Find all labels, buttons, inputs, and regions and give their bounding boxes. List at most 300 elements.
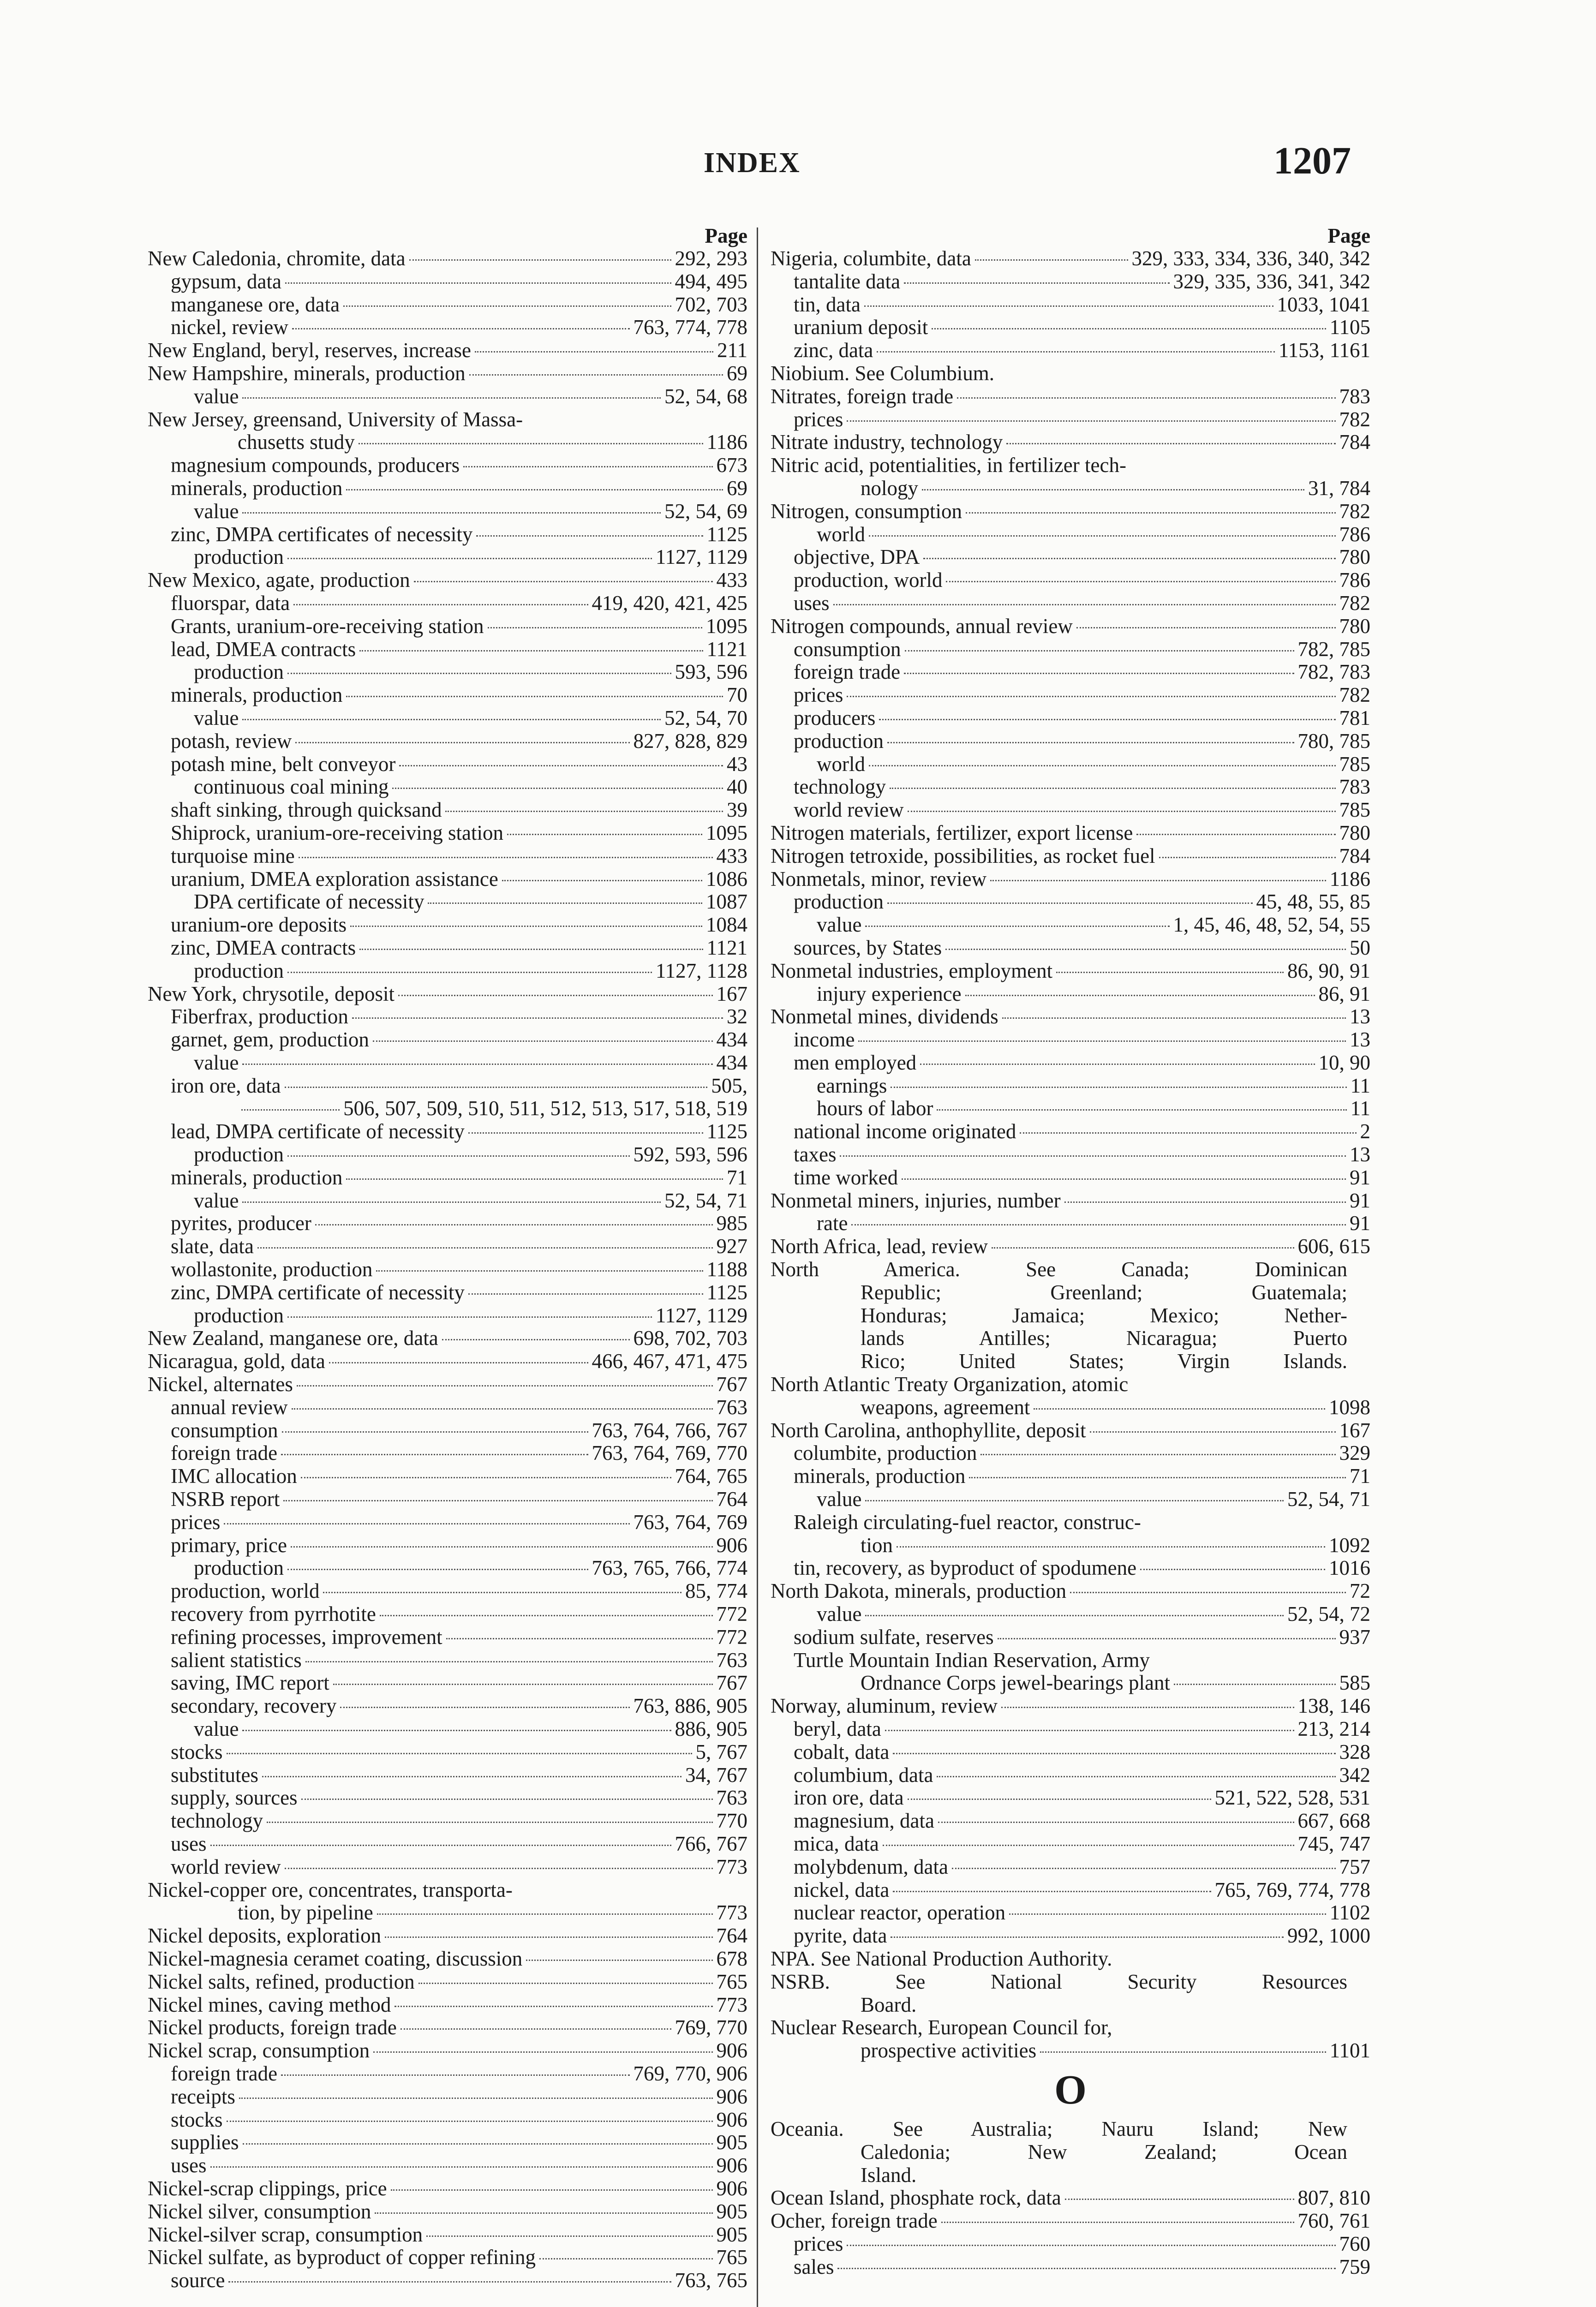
entry-term: garnet, gem, production [171, 1028, 369, 1052]
dot-leader [292, 328, 630, 329]
entry-term: gypsum, data [171, 269, 281, 293]
entry-term: Nonmetal mines, dividends [771, 1005, 998, 1028]
index-entry [771, 2256, 1370, 2279]
index-entry [148, 339, 747, 362]
index-entry [148, 1718, 747, 1741]
index-entry [148, 1695, 747, 1718]
page-reference: 763 [716, 1648, 747, 1672]
entry-term: zinc, DMPA certificate of necessity [171, 1280, 465, 1304]
index-entry [148, 2131, 747, 2154]
page-reference: 780 [1339, 821, 1370, 844]
dot-leader [281, 1454, 588, 1455]
dot-leader [869, 765, 1336, 766]
entry-term: Ocher, foreign trade [771, 2209, 938, 2233]
page-reference: 763 [716, 1395, 747, 1419]
dot-leader [343, 305, 671, 307]
entry-term: Nickel-silver scrap, consumption [148, 2223, 423, 2246]
index-entry [771, 1052, 1370, 1075]
dot-leader [377, 1913, 713, 1915]
index-entries-right [771, 247, 1370, 2062]
index-entry [771, 891, 1370, 914]
entry-term: minerals, production [171, 476, 343, 500]
entry-term: IMC allocation [171, 1464, 297, 1488]
entry-term: salient statistics [171, 1648, 302, 1672]
page-reference: 1121 [706, 637, 747, 661]
page-reference: 780 [1339, 614, 1370, 638]
page-reference: 2 [1360, 1120, 1370, 1143]
index-entry [148, 638, 747, 661]
page-reference: 763, 774, 778 [633, 316, 747, 339]
dot-leader [287, 1155, 630, 1157]
index-entry [771, 592, 1370, 615]
index-entry [771, 776, 1370, 799]
page-reference: 763, 765, 766, 774 [592, 1556, 747, 1580]
entry-term: substitutes [171, 1763, 259, 1787]
dot-leader [267, 1822, 713, 1823]
page-reference: 11 [1350, 1074, 1370, 1097]
page-reference: 765 [716, 1970, 747, 1993]
dot-leader [414, 581, 713, 582]
index-entry [771, 408, 1370, 431]
index-entry [771, 477, 1370, 500]
page-reference: 763, 764, 769 [633, 1510, 747, 1534]
entry-term: Nuclear Research, European Council for, [771, 2016, 1112, 2039]
entry-term: weapons, agreement [861, 1395, 1030, 1419]
index-entry [771, 868, 1370, 891]
dot-leader [380, 1615, 713, 1616]
entry-term: zinc, data [794, 339, 873, 362]
dot-leader [1070, 1592, 1346, 1593]
page-reference: 767 [716, 1373, 747, 1396]
page-reference: 1033, 1041 [1277, 293, 1370, 316]
index-entry [148, 1948, 747, 1971]
page-reference: 757 [1339, 1855, 1370, 1878]
entry-term: production [794, 729, 884, 753]
index-entry [771, 1075, 1370, 1098]
entry-term: potash mine, belt conveyor [171, 752, 396, 776]
index-entry [771, 1948, 1370, 1971]
entry-term: Nickel-scrap clippings, price [148, 2176, 387, 2200]
entry-term: Honduras; Jamaica; Mexico; Nether- [861, 1303, 1347, 1327]
index-entry [148, 1143, 747, 1166]
entry-term: nickel, data [794, 1878, 890, 1901]
entry-term: production, world [171, 1579, 320, 1603]
entry-term: value [194, 1717, 239, 1740]
page-reference: 1087 [706, 890, 747, 914]
entry-term: NSRB. See National Security Resources [771, 1970, 1347, 1993]
entry-term: Nickel products, foreign trade [148, 2016, 397, 2039]
dot-leader [879, 719, 1335, 720]
dot-leader [865, 1615, 1284, 1616]
page-reference: 1127, 1128 [655, 959, 747, 982]
page-reference: 466, 467, 471, 475 [592, 1350, 747, 1373]
entry-term: magnesium compounds, producers [171, 454, 460, 477]
page-reference: 494, 495 [675, 269, 747, 293]
dot-leader [315, 1224, 713, 1225]
index-entry [771, 270, 1370, 293]
page-reference: 91 [1350, 1165, 1370, 1189]
dot-leader [359, 949, 703, 950]
entry-term: Nickel-magnesia ceramet coating, discussion [148, 1947, 523, 1970]
index-entry [771, 1994, 1370, 2017]
page-reference: 763, 764, 769, 770 [592, 1441, 747, 1465]
dot-leader [227, 2121, 713, 2122]
entry-term: turquoise mine [171, 844, 295, 867]
page-reference: 766, 767 [675, 1832, 747, 1855]
page-reference: 592, 593, 596 [633, 1143, 747, 1166]
dot-leader [937, 1109, 1346, 1111]
page-reference: 770 [716, 1809, 747, 1833]
dot-leader [291, 1546, 713, 1548]
entry-term: Island. [861, 2163, 917, 2187]
dot-leader [242, 512, 661, 514]
entry-term: chusetts study [238, 430, 355, 454]
entry-term: Nonmetal industries, employment [771, 959, 1053, 982]
page-reference: 52, 54, 68 [664, 384, 747, 408]
page-reference: 138, 146 [1297, 1694, 1370, 1718]
entry-term: technology [171, 1809, 263, 1833]
dot-leader [488, 627, 702, 628]
index-entry [771, 1442, 1370, 1465]
entry-term: technology [794, 775, 886, 799]
index-entry [771, 1465, 1370, 1488]
entry-term: hours of labor [817, 1097, 933, 1120]
page-reference: 70 [727, 683, 747, 707]
index-entry [148, 362, 747, 385]
page-reference: 1092 [1329, 1533, 1370, 1557]
page-reference: 780 [1339, 545, 1370, 569]
entry-term: Fiberfrax, production [171, 1005, 348, 1028]
page-reference: 31, 784 [1308, 476, 1370, 500]
entry-term: New Mexico, agate, production [148, 568, 410, 592]
index-entry [148, 1787, 747, 1810]
page-reference: 760, 761 [1297, 2209, 1370, 2233]
entry-term: New York, chrysotile, deposit [148, 982, 395, 1005]
dot-leader [502, 880, 702, 881]
entry-term: production [194, 660, 284, 684]
entry-term: New Hampshire, minerals, production [148, 361, 466, 385]
index-entry [771, 523, 1370, 546]
entry-term: cobalt, data [794, 1740, 890, 1763]
dot-leader [301, 1477, 671, 1478]
index-entry [771, 1373, 1370, 1396]
entry-term: secondary, recovery [171, 1694, 337, 1718]
index-entry [148, 523, 747, 546]
index-entry [148, 1534, 747, 1557]
entry-term: tin, data [794, 293, 861, 316]
entry-term: refining processes, improvement [171, 1625, 442, 1649]
index-entry [148, 569, 747, 592]
page-reference: 1186 [706, 430, 747, 454]
page-reference: 506, 507, 509, 510, 511, 512, 513, 517, 518, 519 [343, 1097, 747, 1120]
dot-leader [969, 1477, 1346, 1478]
dot-leader [333, 1684, 713, 1685]
page-reference: 167 [1339, 1418, 1370, 1442]
index-entry [148, 1465, 747, 1488]
entry-term: value [194, 706, 239, 729]
index-entry [771, 2039, 1370, 2062]
dot-leader [375, 2212, 712, 2214]
dot-leader [446, 1638, 713, 1639]
index-entry [771, 1327, 1370, 1350]
page-reference: 1125 [706, 522, 747, 546]
entry-term: men employed [794, 1051, 917, 1074]
page-reference: 1095 [706, 821, 747, 844]
dot-leader [242, 1730, 671, 1731]
entry-term: Nitrate industry, technology [771, 430, 1003, 454]
page-reference: 1105 [1329, 316, 1370, 339]
page-reference: 985 [716, 1212, 747, 1235]
entry-term: Nitrogen compounds, annual review [771, 614, 1073, 638]
page-reference: 11 [1350, 1097, 1370, 1120]
page-reference: 906 [716, 2085, 747, 2108]
index-entry [771, 1189, 1370, 1213]
dot-leader [877, 351, 1274, 353]
entry-term: Rico; United States; Virgin Islands. [861, 1350, 1347, 1373]
index-entries-left [148, 247, 747, 2292]
dot-leader [476, 535, 703, 537]
entry-term: supply, sources [171, 1786, 298, 1810]
index-entry [148, 661, 747, 684]
entry-term: value [194, 384, 239, 408]
index-entry [148, 270, 747, 293]
entry-term: world [817, 752, 865, 776]
entry-term: Nitrogen, consumption [771, 499, 962, 523]
index-entry [148, 1741, 747, 1764]
dot-leader [285, 1868, 713, 1869]
dot-leader [359, 650, 703, 651]
page-reference: 433 [716, 844, 747, 867]
page-reference: 72 [1350, 1579, 1370, 1603]
entry-term: fluorspar, data [171, 591, 290, 615]
page-reference: 764 [716, 1488, 747, 1511]
index-entry [148, 1235, 747, 1258]
dot-leader [297, 1385, 713, 1387]
index-entry [148, 1672, 747, 1695]
entry-term: North Dakota, minerals, production [771, 1579, 1067, 1603]
entry-term: lead, DMEA contracts [171, 637, 356, 661]
entry-term: saving, IMC report [171, 1671, 329, 1695]
dot-leader [865, 926, 1169, 927]
entry-term: recovery from pyrrhotite [171, 1602, 376, 1626]
index-entries-section-o [771, 2118, 1370, 2279]
entry-term: Nitrogen tetroxide, possibilities, as rocket fuel [771, 844, 1155, 867]
entry-term: supplies [171, 2131, 239, 2154]
dot-leader [837, 2268, 1335, 2269]
dot-leader [908, 1799, 1211, 1800]
index-entry [771, 1672, 1370, 1695]
entry-term: Nicaragua, gold, data [148, 1350, 325, 1373]
index-entry [148, 1258, 747, 1281]
dot-leader [392, 788, 723, 789]
index-entry [771, 2141, 1370, 2164]
page-reference: 52, 54, 70 [664, 706, 747, 729]
entry-term: Caledonia; New Zealand; Ocean [861, 2140, 1347, 2164]
entry-term: objective, DPA [794, 545, 920, 569]
dot-leader [293, 604, 588, 605]
dot-leader [923, 558, 1335, 559]
index-entry [148, 2269, 747, 2292]
index-entry [771, 316, 1370, 339]
dot-leader [1002, 1017, 1346, 1019]
page-reference: 1127, 1129 [655, 1303, 747, 1327]
entry-term: tion [861, 1533, 893, 1557]
index-entry [771, 1350, 1370, 1373]
page-reference: 39 [727, 798, 747, 822]
index-entry [148, 1396, 747, 1419]
dot-leader [1076, 627, 1336, 628]
index-entry [148, 2039, 747, 2062]
index-entry [148, 1005, 747, 1028]
dot-leader [1065, 2199, 1294, 2200]
dot-leader [445, 811, 723, 812]
entry-term: New Caledonia, chromite, data [148, 247, 406, 270]
index-entry [771, 1810, 1370, 1833]
dot-leader [887, 902, 1253, 904]
entry-term: Nickel salts, refined, production [148, 1970, 415, 1993]
dot-leader [262, 1776, 681, 1777]
dot-leader [287, 1316, 652, 1318]
dot-leader [359, 443, 703, 444]
dot-leader [292, 1408, 713, 1410]
index-entry [771, 937, 1370, 960]
entry-term: lead, DMPA certificate of necessity [171, 1120, 465, 1143]
index-entry [771, 960, 1370, 983]
page-reference: 1084 [706, 913, 747, 937]
page-reference: 772 [716, 1602, 747, 1626]
page-reference: 1125 [706, 1280, 747, 1304]
dot-leader [340, 1707, 629, 1708]
dot-leader [847, 696, 1335, 697]
dot-leader [941, 2222, 1294, 2223]
entry-term: NSRB report [171, 1488, 280, 1511]
entry-term: iron ore, data [794, 1786, 904, 1810]
entry-term: manganese ore, data [171, 293, 340, 316]
dot-leader [1006, 443, 1335, 444]
entry-term: prices [171, 1510, 221, 1534]
index-entry [771, 500, 1370, 523]
index-entry [771, 730, 1370, 753]
index-entry [148, 1764, 747, 1787]
dot-leader [287, 558, 652, 559]
page-reference: 782 [1339, 499, 1370, 523]
index-entry [771, 431, 1370, 454]
page-reference: 763 [716, 1786, 747, 1810]
dot-leader [1090, 1431, 1336, 1433]
index-entry [771, 2187, 1370, 2210]
dot-leader [902, 1178, 1346, 1180]
dot-leader [243, 2143, 713, 2145]
running-head-title: INDEX [704, 147, 801, 179]
entry-term: columbite, production [794, 1441, 977, 1465]
index-entry [771, 1212, 1370, 1235]
page-reference: 86, 90, 91 [1287, 959, 1370, 982]
page-reference: 782, 783 [1297, 660, 1370, 684]
dot-leader [468, 1132, 703, 1134]
dot-leader [869, 535, 1336, 537]
page-reference: 764, 765 [675, 1464, 747, 1488]
dot-leader [539, 2258, 713, 2259]
page-reference: 13 [1350, 1143, 1370, 1166]
page-reference: 678 [716, 1947, 747, 1970]
dot-leader [1140, 1569, 1325, 1570]
dot-leader [851, 1224, 1346, 1225]
dot-leader [239, 2098, 713, 2099]
page-reference: 1095 [706, 614, 747, 638]
page-reference: 769, 770, 906 [633, 2062, 747, 2085]
dot-leader [893, 1753, 1335, 1754]
index-entry [771, 1097, 1370, 1120]
page-reference: 937 [1339, 1625, 1370, 1649]
dot-leader [228, 2281, 671, 2283]
entry-term: minerals, production [171, 683, 343, 707]
entry-term: minerals, production [794, 1464, 966, 1488]
dot-leader [285, 282, 671, 284]
entry-term: wollastonite, production [171, 1258, 373, 1281]
page-reference: 1101 [1329, 2039, 1370, 2062]
index-entry [148, 477, 747, 500]
dot-leader [329, 1362, 588, 1363]
dot-leader [922, 489, 1304, 490]
page-reference: 772 [716, 1625, 747, 1649]
dot-leader [283, 1500, 712, 1501]
page-reference: 785 [1339, 798, 1370, 822]
index-column-left [148, 224, 747, 2292]
dot-leader [376, 1270, 703, 1272]
page-reference: 784 [1339, 430, 1370, 454]
dot-leader [352, 1017, 723, 1019]
index-entry [771, 1649, 1370, 1672]
page-reference: 433 [716, 568, 747, 592]
entry-term: Grants, uranium-ore-receiving station [171, 614, 484, 638]
index-entry [148, 2200, 747, 2223]
dot-leader [242, 719, 661, 720]
entry-term: world review [794, 798, 904, 822]
entry-term: iron ore, data [171, 1074, 281, 1097]
entry-term: prices [794, 683, 843, 707]
index-entry [148, 546, 747, 569]
page-reference: 1153, 1161 [1278, 339, 1370, 362]
page-reference: 1086 [706, 867, 747, 891]
dot-leader [301, 1799, 713, 1800]
dot-leader [295, 742, 629, 743]
entry-term: production [194, 1303, 284, 1327]
entry-term: Nitric acid, potentialities, in fertilizer tech- [771, 454, 1126, 477]
page-reference: 886, 905 [675, 1717, 747, 1740]
entry-term: pyrite, data [794, 1924, 887, 1948]
dot-leader [346, 489, 723, 490]
index-entry [148, 1373, 747, 1396]
page-reference: 782 [1339, 591, 1370, 615]
page-reference: 329 [1339, 1441, 1370, 1465]
entry-term: Shiprock, uranium-ore-receiving station [171, 821, 504, 844]
entry-term: Ordnance Corps jewel-bearings plant [861, 1671, 1171, 1695]
index-entry [148, 960, 747, 983]
page-reference: 52, 54, 72 [1287, 1602, 1370, 1626]
page-reference: 786 [1339, 568, 1370, 592]
page-reference: 905 [716, 2131, 747, 2154]
dot-leader [299, 857, 713, 858]
entry-term: value [194, 499, 239, 523]
index-entry [148, 1488, 747, 1511]
entry-term: Nitrogen materials, fertilizer, export license [771, 821, 1133, 844]
index-entry [771, 362, 1370, 385]
entry-term: Nickel-copper ore, concentrates, transporta- [148, 1878, 513, 1901]
index-entry [771, 339, 1370, 362]
page-reference: 763, 886, 905 [633, 1694, 747, 1718]
index-entry [148, 1626, 747, 1649]
entry-term: value [817, 1602, 862, 1626]
